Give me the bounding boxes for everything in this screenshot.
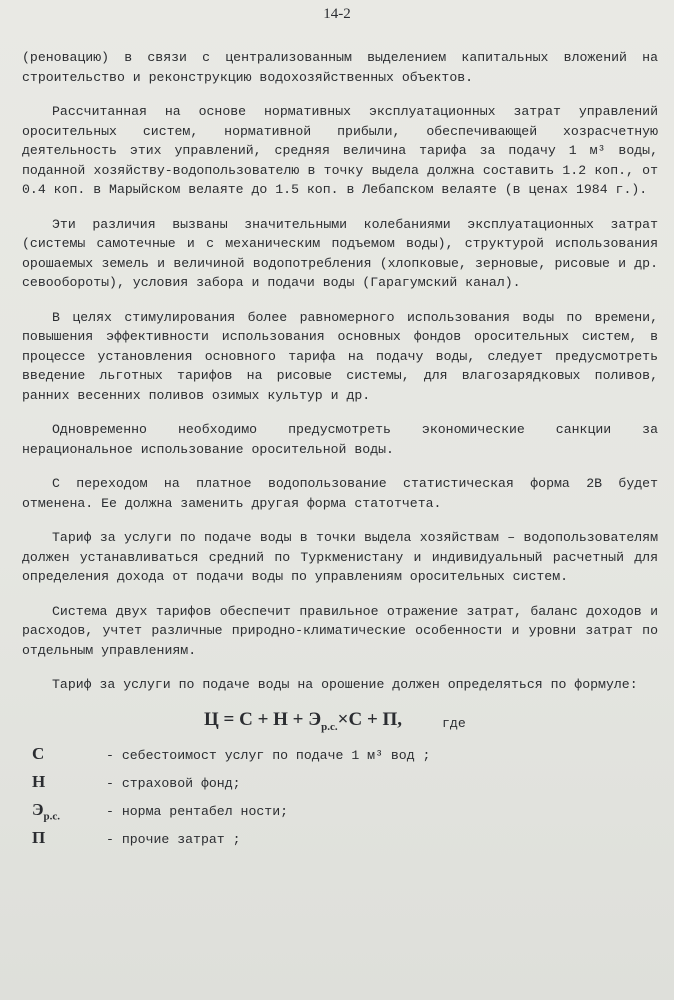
paragraph-8: Система двух тарифов обеспечит правильное отражение затрат, баланс доходов и расходов, учтет различные природно-климатические особенности и уровни затрат по отдельным управлениям. bbox=[22, 603, 658, 658]
formula-lhs: Ц bbox=[204, 708, 219, 730]
paragraph-1: (реновацию) в связи с централизованным выделением капитальных вложений на строительство и реконструкцию водохозяйственных объектов. bbox=[22, 50, 658, 85]
paragraph-7: Тариф за услуги по подаче воды в точки выдела хозяйствам – водопользователям должен устанавливаться средний по Туркменистану и индивидуальный расчетный для определения дохода от подачи воды по управлениям оросительных систем. bbox=[22, 530, 658, 584]
symbol-subscript: р.с. bbox=[43, 809, 61, 822]
definitions-list bbox=[22, 744, 658, 856]
body-text bbox=[22, 48, 658, 856]
definition-item bbox=[22, 772, 658, 800]
symbol-letter: С bbox=[32, 743, 45, 763]
formula-where-label: где bbox=[442, 715, 466, 731]
definition-item bbox=[22, 800, 658, 828]
paragraph-2: Рассчитанная на основе нормативных эксплуатационных затрат управлений оросительных систем, нормативной прибыли, обеспечивающей хозрасчетную деятельность этих управлений, средняя величина тарифа за подачу 1 м³ воды, поданной хозяйству-водопользователю в точку выдела должна составить 1.2 коп., от 0.4 коп. в Марыйском велаяте до 1.5 коп. в Лебапском велаяте (в ценах 1984 г.). bbox=[22, 104, 658, 197]
definition-symbol bbox=[22, 828, 92, 855]
definition-description: - страховой фонд; bbox=[106, 775, 241, 791]
definition-item bbox=[22, 828, 658, 856]
symbol-letter: П bbox=[32, 827, 46, 847]
paragraph-4: В целях стимулирования более равномерного использования воды по времени, повышения эффективности использования основных фондов оросительных систем, в процессе установления основного тарифа на подачу воды, следует предусмотреть введение льготных тарифов на рисовые системы, для влагозарядковых поливов, ранних весенних поливов озимых культур и др. bbox=[22, 309, 658, 403]
formula-rhs-main: = С + Н + Э bbox=[218, 708, 322, 730]
definition-item bbox=[22, 744, 658, 772]
symbol-letter: Э bbox=[32, 799, 44, 819]
symbol-letter: Н bbox=[32, 771, 46, 791]
definition-description: - себестоимост услуг по подаче 1 м³ вод ; bbox=[106, 747, 431, 763]
page-number: 14-2 bbox=[323, 6, 351, 22]
definition-symbol bbox=[22, 772, 92, 799]
formula-rhs-tail: ×С + П, bbox=[337, 708, 403, 730]
formula-rhs-subscript: р.с. bbox=[321, 720, 338, 733]
definition-symbol bbox=[22, 800, 92, 827]
paragraph-6: С переходом на платное водопользование статистическая форма 2В будет отменена. Ее должна заменить другая форма статотчета. bbox=[22, 476, 658, 511]
tariff-formula bbox=[22, 710, 658, 736]
definition-symbol bbox=[22, 744, 92, 771]
formula-expression bbox=[204, 710, 402, 737]
definition-description: - норма рентабел ности; bbox=[106, 803, 289, 819]
paragraph-5: Одновременно необходимо предусмотреть экономические санкции за нерациональное использование оросительной воды. bbox=[22, 422, 658, 457]
definition-description: - прочие затрат ; bbox=[106, 831, 241, 847]
paragraph-9: Тариф за услуги по подаче воды на орошение должен определяться по формуле: bbox=[52, 677, 638, 692]
paragraph-3: Эти различия вызваны значительными колебаниями эксплуатационных затрат (системы самотечные и с механическим подъемом воды), структурой использования орошаемых земель и величиной водопотребления (хлопковые, зерновые, рисовые и др. севообороты), условия забора и подачи воды (Гарагумский канал). bbox=[22, 216, 658, 290]
